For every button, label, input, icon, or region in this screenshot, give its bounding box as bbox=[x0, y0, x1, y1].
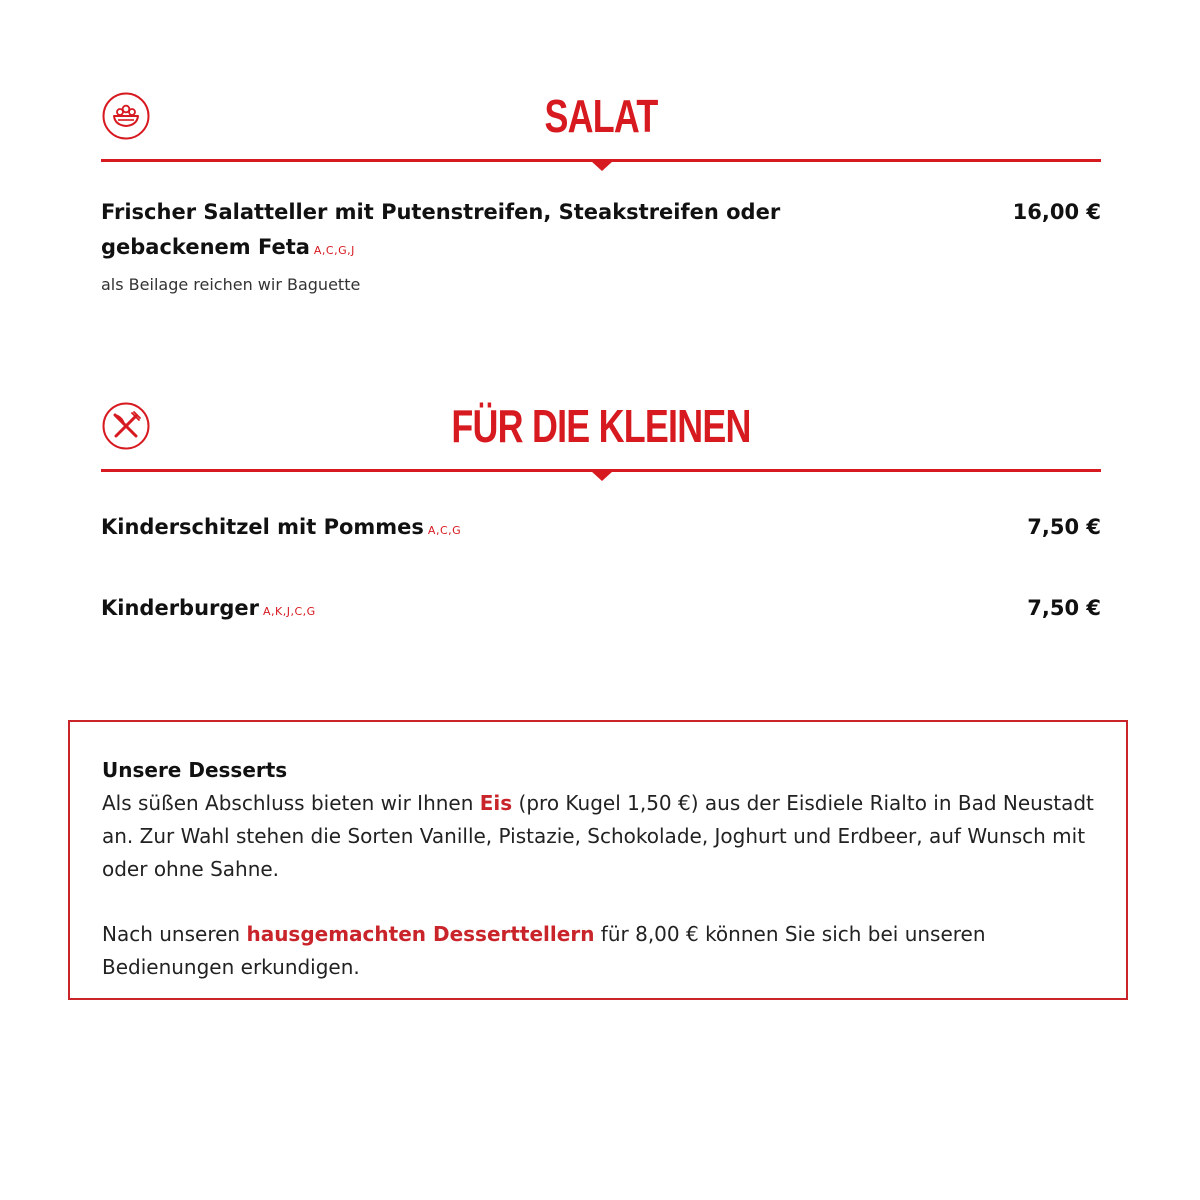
desserts-paragraph-dessert-plates: Nach unseren hausgemachten Desserttellern für 8,00 € können Sie sich bei unseren Bedienungen erkundigen. bbox=[102, 922, 986, 979]
section-header bbox=[101, 402, 1101, 492]
item-name: Frischer Salatteller mit Putenstreifen, Steakstreifen oder gebackenem Feta bbox=[101, 200, 781, 259]
section-fuer-die-kleinen bbox=[101, 400, 1101, 620]
item-price: 7,50 € bbox=[1027, 596, 1101, 620]
menu-item bbox=[101, 591, 1101, 629]
divider-notch bbox=[591, 471, 613, 481]
desserts-title: Unsere Desserts bbox=[102, 758, 288, 782]
divider-notch bbox=[591, 161, 613, 171]
item-name: Kinderburger bbox=[101, 596, 260, 620]
desserts-box bbox=[68, 720, 1128, 1000]
highlight-dessertteller: hausgemachten Desserttellern bbox=[246, 922, 595, 946]
item-description: als Beilage reichen wir Baguette bbox=[101, 275, 361, 294]
item-name: Kinderschitzel mit Pommes bbox=[101, 515, 424, 539]
highlight-eis: Eis bbox=[479, 791, 513, 815]
item-allergens: A,C,G,J bbox=[313, 244, 355, 257]
salad-bowl-icon bbox=[102, 92, 150, 140]
menu-item bbox=[101, 195, 1101, 298]
item-allergens: A,C,G bbox=[427, 524, 462, 537]
section-header bbox=[101, 92, 1101, 182]
fork-knife-icon bbox=[102, 402, 150, 450]
section-salat bbox=[101, 90, 1101, 294]
desserts-content bbox=[102, 754, 1102, 984]
section-title: SALAT bbox=[544, 90, 658, 142]
item-price: 7,50 € bbox=[1027, 515, 1101, 539]
item-allergens: A,K,J,C,G bbox=[263, 605, 316, 618]
menu-item bbox=[101, 510, 1101, 548]
section-title: FÜR DIE KLEINEN bbox=[451, 400, 751, 452]
desserts-paragraph-ice-cream: Als süßen Abschluss bieten wir Ihnen Eis (pro Kugel 1,50 €) aus der Eisdiele Rialto in Bad Neustadt an. Zur Wahl stehen die Sorten Vanille, Pistazie, Schokolade, Joghurt und Erdbeer, auf Wunsch mit oder ohne Sahne. bbox=[102, 791, 1094, 881]
item-price: 16,00 € bbox=[1012, 200, 1101, 224]
